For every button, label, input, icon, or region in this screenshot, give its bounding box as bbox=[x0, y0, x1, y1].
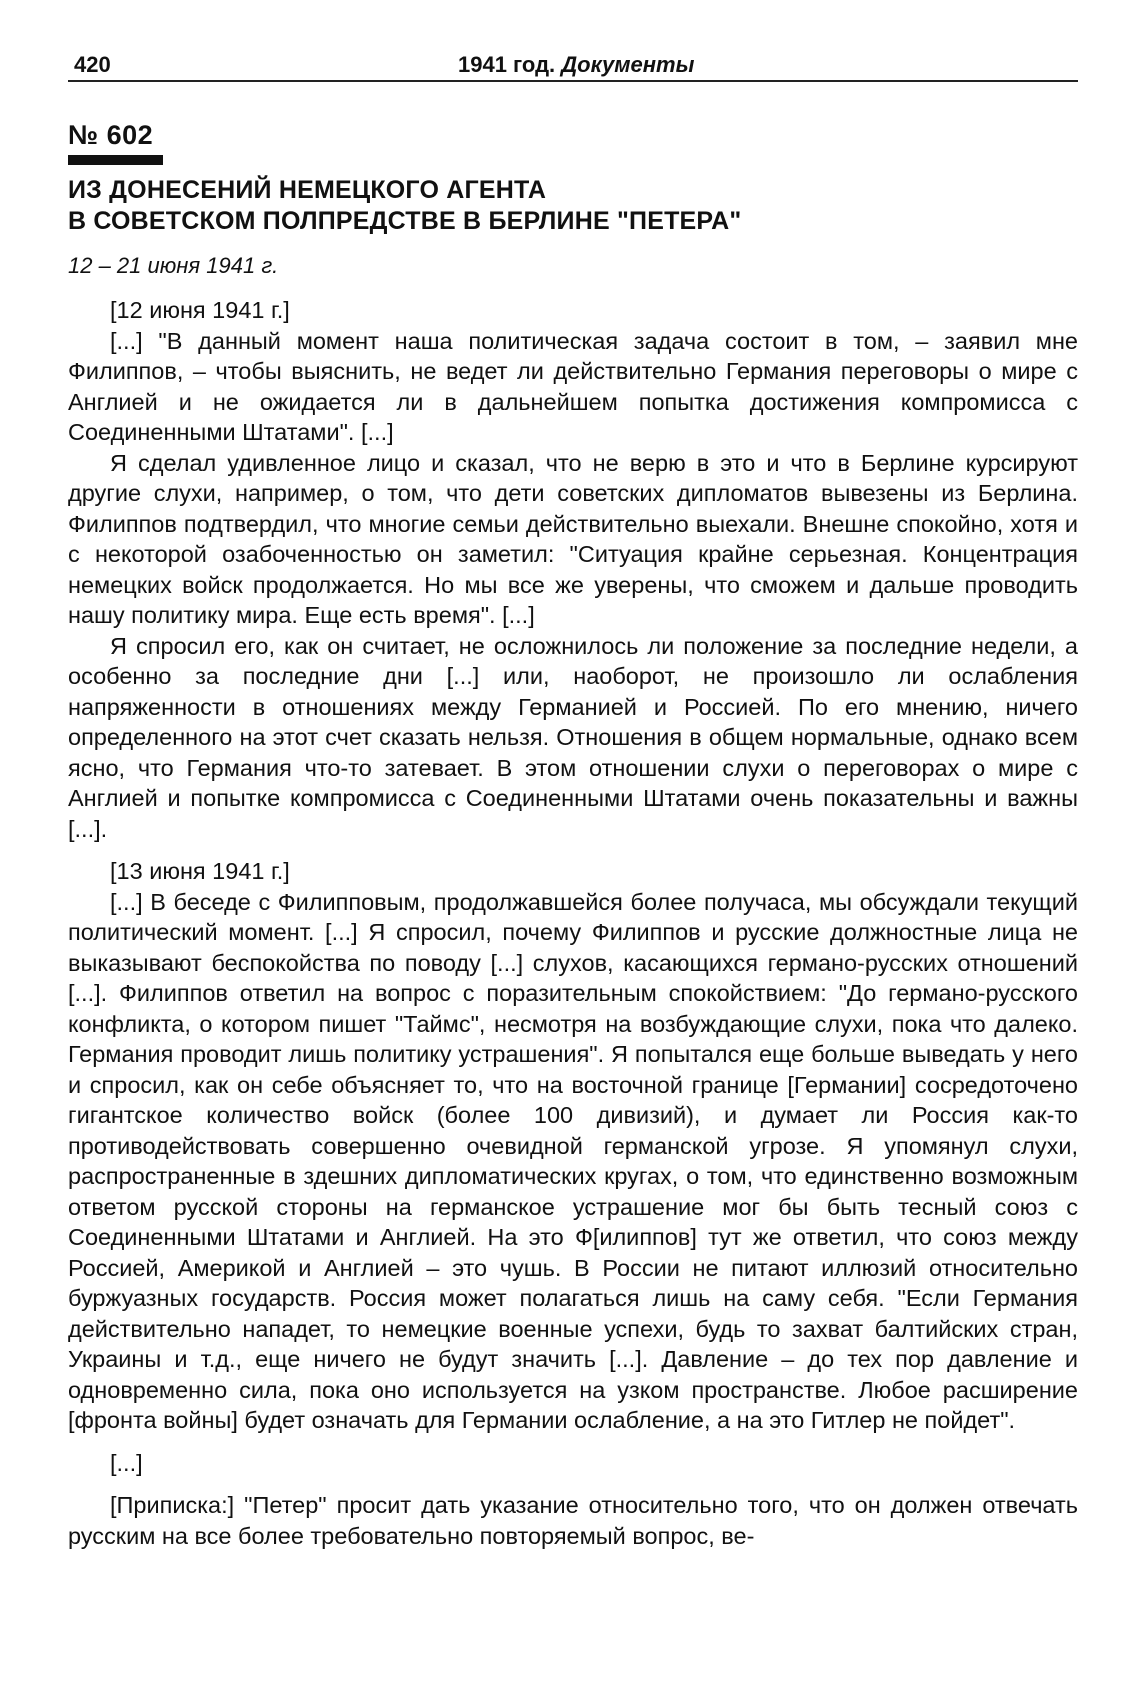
paragraph: [...] "В данный момент наша политическая задача состоит в том, – заявил мне Филиппов, – чтобы выяснить, не ведет ли действительно Германия переговоры о мире с Англией и не ожидается ли в дальнейшем попытка достижения компромисса с Соединенными Штатами". [...] bbox=[68, 327, 1078, 445]
date-marker-12-june: [12 июня 1941 г.] bbox=[110, 297, 290, 323]
document-title-line-1: ИЗ ДОНЕСЕНИЙ НЕМЕЦКОГО АГЕНТА bbox=[68, 176, 547, 204]
date-marker-13-june: [13 июня 1941 г.] bbox=[110, 858, 290, 884]
number-underline-bar bbox=[68, 155, 163, 165]
postscript-paragraph: [Приписка:] "Петер" просит дать указание относительно того, что он должен отвечать русским на все более требовательно повторяемый вопрос, ве- bbox=[68, 1492, 1078, 1549]
document-title-line-2: В СОВЕТСКОМ ПОЛПРЕДСТВЕ В БЕРЛИНЕ "ПЕТЕРА" bbox=[68, 207, 742, 235]
document-body bbox=[68, 295, 1078, 1551]
ellipsis-marker: [...] bbox=[110, 1449, 143, 1476]
document-number: № 602 bbox=[68, 120, 154, 150]
document-date: 12 – 21 июня 1941 г. bbox=[68, 253, 279, 278]
running-title-year: 1941 год. bbox=[458, 52, 562, 77]
page-number: 420 bbox=[74, 52, 111, 77]
running-header bbox=[68, 40, 1078, 82]
paragraph: [...] В беседе с Филипповым, продолжавшейся более получаса, мы обсуждали текущий политический момент. [...] Я спросил, почему Филиппов и русские должностные лица не выказывают беспокойства по поводу [...] слухов, касающихся германо-русских отношений [...]. Филиппов ответил на вопрос с поразительным спокойствием: "До германо-русского конфликта, о котором пишет "Таймс", несмотря на возбуждающие слухи, пока что далеко. Германия проводит лишь политику устрашения". Я попытался еще больше выведать у него и спросил, как он себе объясняет то, что на восточной границе [Германии] сосредоточено гигантское количество войск (более 100 дивизий), и думает ли Россия как-то противодействовать совершенно очевидной германской угрозе. Я упомянул слухи, распространенные в здешних дипломатических кругах, о том, что единственно возможным ответом русской стороны на германское устрашение мог бы быть тесный союз с Соединенными Штатами и Англией. На это Ф[илиппов] тут же ответил, что союз между Россией, Америкой и Англией – это чушь. В России не питают иллюзий относительно буржуазных государств. Россия может полагаться лишь на саму себя. "Если Германия действительно нападет, то немецкие военные успехи, будь то захват балтийских стран, Украины и т.д., еще ничего не будут значить [...]. Давление – до тех пор давление и одновременно сила, пока оно используется на узком пространстве. Любое расширение [фронта войны] будет означать для Германии ослабление, а на это Гитлер не пойдет". bbox=[68, 888, 1078, 1433]
running-title bbox=[458, 52, 694, 78]
book-page bbox=[68, 40, 1078, 1551]
running-title-section: Документы bbox=[561, 52, 695, 77]
document-title bbox=[68, 175, 1078, 237]
paragraph: Я спросил его, как он считает, не осложнилось ли положение за последние недели, а особенно за последние дни [...] или, наоборот, не произошло ли ослабления напряженности в отношениях между Германией и Россией. По его мнению, ничего определенного на этот счет сказать нельзя. Отношения в общем нормальные, однако всем ясно, что Германия что-то затевает. В этом отношении слухи о переговорах о мире с Англией и попытке компромисса с Соединенными Штатами очень показательны и важны [...]. bbox=[68, 632, 1078, 842]
paragraph: Я сделал удивленное лицо и сказал, что не верю в это и что в Берлине курсируют другие слухи, например, о том, что дети советских дипломатов вывезены из Берлина. Филиппов подтвердил, что многие семьи действительно выехали. Внешне спокойно, хотя и с некоторой озабоченностью он заметил: "Ситуация крайне серьезная. Концентрация немецких войск продолжается. Но мы все же уверены, что сможем и дальше проводить нашу политику мира. Еще есть время". [...] bbox=[68, 449, 1078, 628]
